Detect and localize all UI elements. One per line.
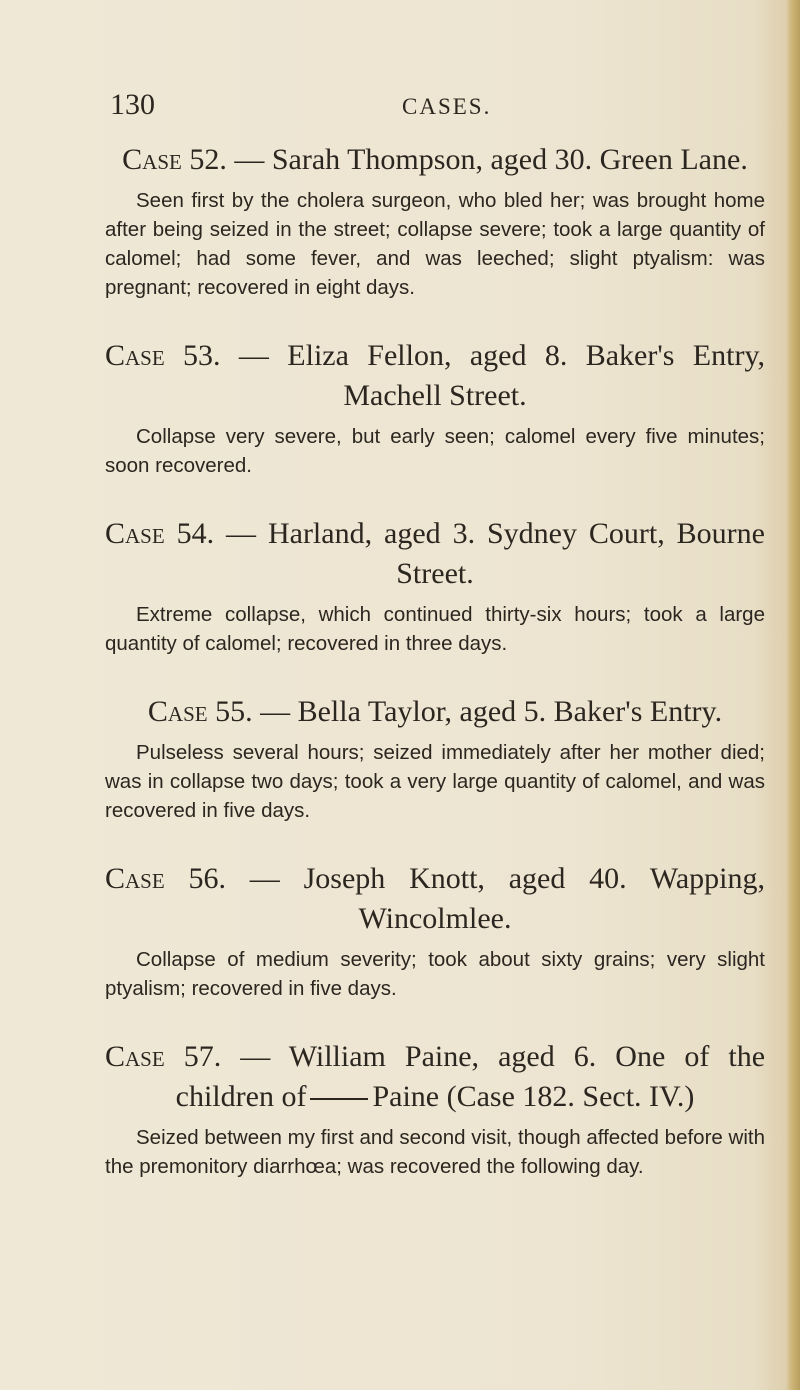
- case-title: — Eliza Fellon, aged 8. Baker's Entry, Machell Street.: [220, 339, 765, 412]
- page-edge: [786, 0, 800, 1390]
- page-number: 130: [110, 88, 155, 121]
- case-body: Collapse of medium severity; took about sixty grains; very slight ptyalism; recovered in five days.: [105, 948, 765, 1000]
- case-label: Case 54.: [105, 517, 215, 550]
- case-title: — Sarah Thompson, aged 30. Green Lane.: [226, 143, 748, 176]
- case-heading: [105, 140, 765, 180]
- case-entry: [105, 1037, 765, 1181]
- case-heading: [105, 514, 765, 594]
- case-title-continued: Paine (Case 182. Sect. IV.): [372, 1080, 695, 1113]
- case-heading: [105, 692, 765, 732]
- case-body: Extreme collapse, which continued thirty-six hours; took a large quantity of calomel; recovered in three days.: [105, 603, 765, 655]
- case-list: [105, 140, 765, 1215]
- page-header: [110, 88, 750, 128]
- case-title: — Bella Taylor, aged 5. Baker's Entry.: [252, 695, 723, 728]
- case-heading: [105, 1037, 765, 1117]
- case-title: — Joseph Knott, aged 40. Wapping, Wincolmlee.: [226, 862, 766, 935]
- case-label: Case 55.: [147, 695, 253, 728]
- case-label: Case 56.: [105, 862, 226, 895]
- case-entry: [105, 692, 765, 825]
- case-title: — William Paine, aged 6. One of the children of: [175, 1040, 766, 1113]
- case-entry: [105, 336, 765, 480]
- case-title: — Harland, aged 3. Sydney Court, Bourne Street.: [214, 517, 765, 590]
- case-entry: [105, 514, 765, 658]
- case-entry: [105, 140, 765, 302]
- case-label: Case 52.: [122, 143, 227, 176]
- name-blank-rule: [310, 1098, 368, 1100]
- case-heading: [105, 859, 765, 939]
- case-body: Collapse very severe, but early seen; calomel every five minutes; soon recovered.: [105, 425, 765, 477]
- case-label: Case 53.: [105, 339, 221, 372]
- running-head: CASES.: [402, 94, 492, 119]
- case-entry: [105, 859, 765, 1003]
- case-body: Seized between my first and second visit, though affected before with the premonitory diarrhœa; was recovered the following day.: [105, 1126, 765, 1178]
- case-label: Case 57.: [105, 1040, 222, 1073]
- case-body: Pulseless several hours; seized immediately after her mother died; was in collapse two days; took a very large quantity of calomel, and was recovered in five days.: [105, 741, 765, 822]
- case-body: Seen first by the cholera surgeon, who bled her; was brought home after being seized in the street; collapse severe; took a large quantity of calomel; had some fever, and was leeched; slight ptyalism: was pregnant; recovered in eight days.: [105, 189, 765, 299]
- case-heading: [105, 336, 765, 416]
